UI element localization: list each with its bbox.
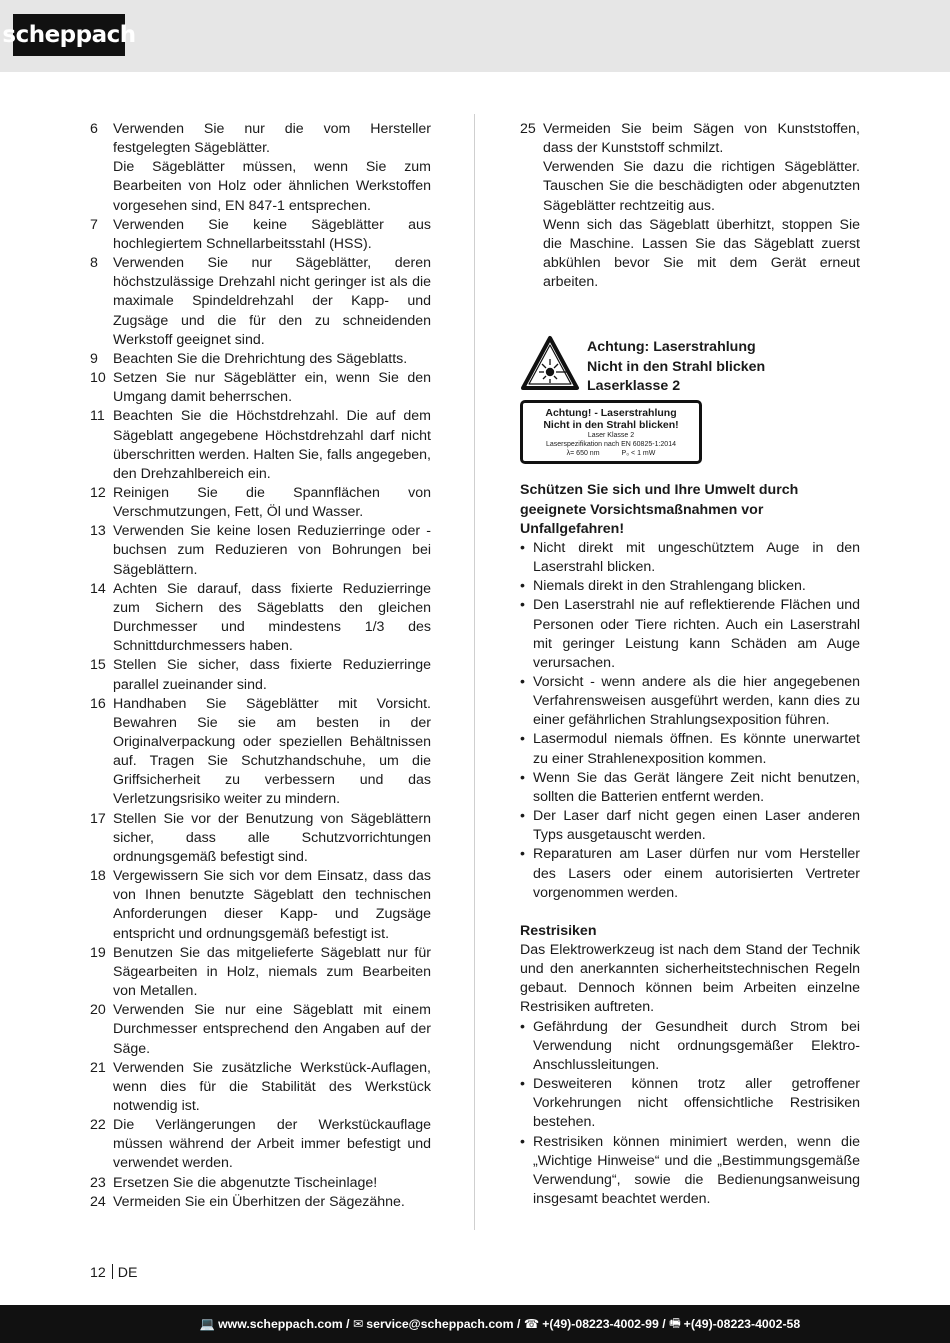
bullet-icon: • [520, 539, 525, 556]
phone-icon: ☎ [523, 1317, 540, 1331]
item-number: 11 [90, 408, 105, 425]
list-item [520, 845, 860, 902]
item-number: 7 [90, 216, 98, 233]
item-text: Verwenden Sie nur die vom Hersteller festgelegten Sägeblätter. [113, 121, 431, 157]
bullet-icon: • [520, 597, 525, 614]
item-text: Verwenden Sie nur Sägeblätter, deren höchstzulässige Drehzahl nicht geringer ist als die maximale Spindeldrehzahl der Kapp- und Zugsäge und die für den zu schneidenden Werkstoff geeignet sind. [113, 255, 431, 348]
item-number: 8 [90, 255, 98, 272]
list-item [520, 120, 860, 158]
laser-label-line: Laser Klasse 2 [587, 432, 635, 440]
bullet-icon: • [520, 731, 525, 748]
item-text: Ersetzen Sie die abgenutzte Tischeinlage! [113, 1174, 378, 1191]
computer-icon: 💻 [199, 1316, 216, 1331]
list-item [520, 769, 860, 807]
footer-phone[interactable]: +(49)-08223-4002-99 [542, 1317, 659, 1331]
footer-separator: / [517, 1317, 521, 1331]
item-number: 20 [90, 1002, 106, 1019]
item-text: Gefährdung der Gesundheit durch Strom bei Verwendung nicht ordnungsgemäßer Elektro-Anschlussleitungen. [533, 1018, 860, 1073]
list-item [520, 1133, 860, 1210]
laser-label-line: Nicht in den Strahl blicken! [543, 419, 679, 432]
laser-heading-line: Laserklasse 2 [587, 377, 681, 394]
item-number: 24 [90, 1193, 106, 1210]
laser-heading [587, 338, 765, 395]
page-number [90, 1264, 138, 1281]
restrisiken-heading: Restrisiken [520, 922, 597, 939]
footer-fax: +(49)-08223-4002-58 [683, 1317, 801, 1331]
list-item [520, 1075, 860, 1132]
item-text: Benutzen Sie das mitgelieferte Sägeblatt nur für Sägearbeiten in Holz, niemals zum Bearbeiten von Metallen. [113, 944, 431, 1000]
item-subtext: Wenn sich das Sägeblatt überhitzt, stoppen Sie die Maschine. Lassen Sie das Sägeblatt zuerst abkühlen bevor Sie mit dem Gerät erneut arbeiten. [543, 216, 860, 291]
list-item [90, 944, 431, 1001]
page-number-value: 12 [90, 1265, 106, 1281]
item-text: Wenn Sie das Gerät längere Zeit nicht benutzen, sollten die Batterien entfernt werden. [533, 769, 860, 805]
item-text: Verwenden Sie nur eine Sägeblatt mit einem Durchmesser entsprechend den Angaben auf der Säge. [113, 1002, 431, 1057]
footer-contact [0, 1305, 950, 1343]
item-text: Vermeiden Sie ein Überhitzen der Sägezähne. [113, 1193, 405, 1210]
item-text: Verwenden Sie keine Sägeblätter aus hochlegiertem Schnellarbeitsstahl (HSS). [113, 216, 431, 252]
item-text: Beachten Sie die Drehrichtung des Sägeblatts. [113, 350, 408, 367]
list-item [90, 484, 431, 522]
item-number: 23 [90, 1174, 106, 1191]
left-column [90, 120, 431, 1212]
item-number: 19 [90, 944, 106, 961]
list-item [90, 1174, 431, 1193]
item-text: Nicht direkt mit ungeschütztem Auge in den Laserstrahl blicken. [533, 539, 860, 576]
item-text: Stellen Sie sicher, dass fixierte Reduzierringe parallel zueinander sind. [113, 657, 431, 693]
laser-spec-row [523, 449, 699, 458]
item-text: Beachten Sie die Höchstdrehzahl. Die auf dem Sägeblatt angegebene Höchstdrehzahl darf nicht überschritten werden. Halten Sie, falls angegeben, den Drehzahlbereich ein. [113, 408, 431, 482]
laser-label-line: Achtung! - Laserstrahlung [545, 407, 677, 420]
restrisiken-intro: Das Elektrowerkzeug ist nach dem Stand der Technik und den anerkannten sicherheitstechnischen Regeln gebaut. Dennoch können beim Arbeiten einzelne Restrisiken auftreten. [520, 942, 860, 1016]
item-text: Vorsicht - wenn andere als die hier angegebenen Verfahrensweisen ausgeführt werden, kann dies zu einer gefährlichen Strahlungsexposition führen. [533, 673, 860, 729]
item-text: Der Laser darf nicht gegen einen Laser anderen Typs ausgetauscht werden. [533, 808, 860, 844]
list-item [90, 216, 431, 254]
list-item [90, 695, 431, 810]
bullet-icon: • [520, 673, 525, 690]
item-text: Desweiteren können trotz aller getroffener Vorkehrungen nicht offensichtliche Restrisiken bestehen. [533, 1076, 860, 1131]
item-text: Setzen Sie nur Sägeblätter ein, wenn Sie den Umgang damit beherrschen. [113, 370, 431, 406]
item-subtext: Verwenden Sie dazu die richtigen Sägeblätter. Tauschen Sie die beschädigten oder abgenutzten Sägeblätter rechtzeitig aus. [543, 159, 860, 214]
list-item [90, 1059, 431, 1116]
list-item [520, 596, 860, 673]
list-item [520, 807, 860, 845]
item-text: Reinigen Sie die Spannflächen von Verschmutzungen, Fett, Öl und Wasser. [113, 484, 431, 521]
list-item [520, 673, 860, 730]
item-text: Vergewissern Sie sich vor dem Einsatz, dass das von Ihnen benutzte Sägeblatt den technischen Anforderungen dieser Kapp- und Zugsäge entspricht und ordnungsgemäß befestigt ist. [113, 868, 431, 942]
list-item [90, 120, 431, 158]
page-number-divider [112, 1264, 113, 1279]
protect-heading: Schützen Sie sich und Ihre Umwelt durch geeignete Vorsichtsmaßnahmen vor Unfallgefahren! [520, 482, 799, 537]
laser-heading-line: Nicht in den Strahl blicken [587, 358, 766, 375]
list-item [90, 1116, 431, 1173]
list-item [90, 369, 431, 407]
bullet-icon: • [520, 578, 525, 595]
item-text: Achten Sie darauf, dass fixierte Reduzierringe zum Sichern des Sägeblatts den gleichen Durchmesser und mindestens 1/3 des Schnittdurchmessers haben. [113, 580, 431, 655]
item-text: Verwenden Sie keine losen Reduzierringe oder -buchsen zum Reduzieren von Bohrungen bei Sägeblättern. [113, 523, 431, 578]
list-item [90, 1193, 431, 1212]
item-text: Reparaturen am Laser dürfen nur vom Hersteller des Lasers oder einem autorisierten Vertreter vorgenommen werden. [533, 846, 860, 901]
list-item [90, 254, 431, 350]
item-number: 18 [90, 868, 106, 885]
fax-icon: 🖷 [669, 1315, 681, 1330]
laser-warning-icon [520, 335, 580, 391]
list-item [90, 810, 431, 867]
item-number: 9 [90, 350, 98, 367]
item-number: 10 [90, 370, 106, 387]
footer-separator: / [662, 1317, 666, 1331]
list-item [520, 730, 860, 768]
footer-bar [0, 1305, 950, 1343]
laser-warning [520, 329, 860, 481]
item-number: 14 [90, 580, 106, 597]
list-item [90, 350, 431, 369]
item-text: Die Verlängerungen der Werkstückauflage müssen während der Arbeit immer befestigt und verwendet werden. [113, 1117, 431, 1172]
item-number: 16 [90, 695, 106, 712]
list-item [90, 1001, 431, 1058]
item-text: Den Laserstrahl nie auf reflektierende Flächen und Personen oder Tiere richten. Auch ein Laserstrahl mit geringer Leistung kann Schäden am Auge verursachen. [533, 597, 860, 671]
list-item [90, 656, 431, 694]
item-number: 15 [90, 657, 106, 674]
list-item [520, 539, 860, 577]
email-icon: ✉ [352, 1317, 364, 1331]
item-text: Stellen Sie vor der Benutzung von Sägeblättern sicher, dass alle Schutzvorrichtungen ordnungsgemäß befestigt sind. [113, 810, 431, 865]
bullet-icon: • [520, 1133, 525, 1150]
item-text: Handhaben Sie Sägeblätter mit Vorsicht. Bewahren Sie sie am besten in der Originalverpackung oder speziellen Behältnissen auf. Tragen Sie Schutzhandschuhe, um die Griffsicherheit zu verbessern und das Verletzungsrisiko weiter zu mindern. [113, 695, 431, 808]
list-item [90, 407, 431, 484]
item-number: 6 [90, 121, 98, 137]
laser-wavelength: λ= 650 nm [566, 450, 600, 458]
column-divider [474, 114, 475, 1230]
list-item [90, 867, 431, 944]
item-number: 17 [90, 810, 106, 827]
list-item [90, 522, 431, 579]
laser-label-line: Laserspezifikation nach EN 60825-1:2014 [546, 441, 676, 449]
bullet-icon: • [520, 769, 525, 786]
laser-class-label [520, 400, 702, 464]
item-text: Lasermodul niemals öffnen. Es könnte unerwartet zu einer Strahlenexposition kommen. [533, 731, 860, 767]
footer-separator: / [346, 1317, 350, 1331]
list-item [520, 577, 860, 596]
item-number: 21 [90, 1059, 106, 1076]
item-number: 12 [90, 484, 106, 501]
header-band [0, 0, 950, 72]
item-subtext: Die Sägeblätter müssen, wenn Sie zum Bearbeiten von Holz oder ähnlichen Werkstoffen vorgesehen sind, EN 847-1 entsprechen. [113, 159, 431, 214]
right-column [520, 120, 860, 1209]
bullet-icon: • [520, 808, 525, 825]
item-text: Verwenden Sie zusätzliche Werkstück-Auflagen, wenn dies für die Stabilität des Werkstück notwendig ist. [113, 1059, 431, 1114]
item-number: 25 [520, 121, 536, 137]
footer-email[interactable]: service@scheppach.com [366, 1317, 514, 1331]
laser-power: P₀ < 1 mW [621, 450, 656, 458]
bullet-icon: • [520, 1018, 525, 1035]
scheppach-logo: scheppach [13, 14, 125, 56]
list-item [90, 580, 431, 657]
item-text: Niemals direkt in den Strahlengang blicken. [533, 578, 806, 595]
item-text: Vermeiden Sie beim Sägen von Kunststoffen, dass der Kunststoff schmilzt. [543, 121, 860, 157]
item-text: Restrisiken können minimiert werden, wenn die „Wichtige Hinweise“ und die „Bestimmungsgemäße Verwendung“, sowie die Bedienungsanweisung insgesamt beachtet werden. [533, 1133, 860, 1208]
bullet-icon: • [520, 1076, 525, 1093]
list-item [520, 1018, 860, 1075]
bullet-icon: • [520, 846, 525, 863]
laser-heading-line: Achtung: Laserstrahlung [587, 339, 756, 356]
language-code: DE [117, 1265, 138, 1281]
footer-website[interactable]: www.scheppach.com [218, 1317, 343, 1331]
item-number: 22 [90, 1117, 106, 1134]
item-number: 13 [90, 523, 106, 540]
